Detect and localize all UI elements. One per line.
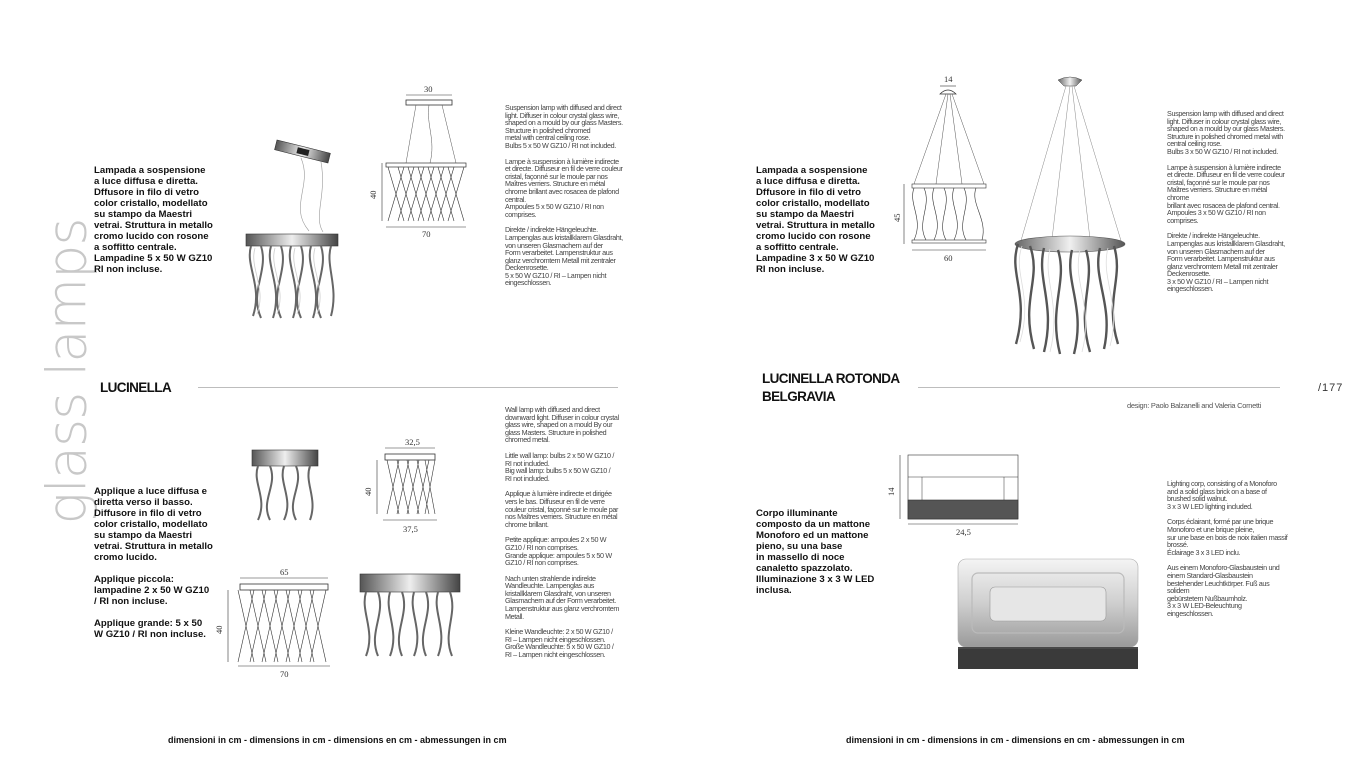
designer-credit: design: Paolo Balzanelli and Valeria Cornetti bbox=[1127, 401, 1261, 410]
rotonda-it: Lampada a sospensione a luce diffusa e diretta. Dffusore in filo di vetro color cristallo, modellato su stampo da Maestri vetrai. Struttura in metallo cromo lucido con rosone a soffitto centrale. Lampadine 3 x 50 W GZ10 RI non incluse. bbox=[756, 165, 875, 275]
belgravia-fr: Corps éclairant, formé par une brique Monoforo et une brique pleine, sur une base en bois de noix italien massif brossé. Éclairage 3 x 3 LED inclu. bbox=[1167, 517, 1288, 557]
rotonda-title-line1: LUCINELLA ROTONDA bbox=[762, 371, 900, 386]
rotonda-divider bbox=[918, 387, 1280, 388]
belgravia-en: Lighting corp, consisting of a Monoforo and a solid glass brick on a base of brushed solid walnut. 3 x 3 W LED lighting included. bbox=[1167, 479, 1277, 511]
lucinella-divider bbox=[198, 387, 618, 388]
rotonda-en: Suspension lamp with diffused and direct light. Diffuser in colour crystal glass wire, shaped on a mould by our glass Masters. Structure in polished chromed metal with central ceiling rose. Bulbs 3 x 50 W GZ10 / RI not included. bbox=[1167, 109, 1285, 156]
dim-top: 30 bbox=[424, 84, 433, 94]
rotonda-description bbox=[756, 165, 886, 286]
footer-left: dimensioni in cm - dimensions in cm - dimensions en cm - abmessungen in cm bbox=[168, 735, 507, 745]
dim-width: 70 bbox=[422, 229, 431, 239]
lucinella-wall-en-1: Wall lamp with diffused and direct downward light. Diffuser in colour crystal glass wire, shaped on a mould By our glass Masters. Structure in polished chromed metal. bbox=[505, 405, 619, 445]
belgravia-dim-width: 24,5 bbox=[956, 527, 971, 537]
rotonda-de: Direkte / indirekte Hängeleuchte. Lampenglas aus kristallklarem Glasdraht, von unseren Glasmachern auf der Form verarbeitet. Lampenstruktur aus glanz verchromtem Metall mit zentraler Deckenrosette. 3 x 50 W GZ10 / RI – Lampen nicht eingeschlossen. bbox=[1167, 231, 1285, 294]
footer-right: dimensioni in cm - dimensions in cm - dimensions en cm - abmessungen in cm bbox=[846, 735, 1185, 745]
rotonda-fr: Lampe à suspension à lumière indirecte et directe. Diffuseur en fil de verre couleur cristal, façonné sur le moule par nos Maîtres verriers. Structure en métal chrome brillant avec rosacea de plafond central. Ampoules 3 x 50 W GZ10 / RI non comprises. bbox=[1167, 162, 1285, 225]
lucinella-wall-de-2: Kleine Wandleuchte: 2 x 50 W GZ10 / RI – Lampen nicht eingeschlossen. Große Wandleuchte: 5 x 50 W GZ10 / RI – Lampen nicht eingeschlossen. bbox=[505, 627, 614, 660]
belgravia-drawing bbox=[888, 450, 1028, 540]
small-dim-bottom: 37,5 bbox=[403, 524, 418, 534]
rotonda-dim-width: 60 bbox=[944, 253, 953, 263]
belgravia-dim-height: 14 bbox=[886, 487, 896, 496]
lucinella-wall-text bbox=[505, 406, 627, 667]
page-number: /177 bbox=[1318, 382, 1344, 394]
belgravia-photo bbox=[950, 555, 1146, 673]
rotonda-title bbox=[762, 370, 900, 406]
lucinella-large-wall-drawing bbox=[214, 566, 336, 681]
small-dim-height: 40 bbox=[363, 487, 373, 496]
lucinella-title: LUCINELLA bbox=[100, 380, 172, 395]
lucinella-suspension-photo bbox=[243, 136, 338, 326]
lucinella-small-wall-photo bbox=[250, 448, 320, 524]
large-dim-bottom: 70 bbox=[280, 669, 289, 679]
rotonda-title-line2: BELGRAVIA bbox=[762, 389, 836, 404]
dim-height: 40 bbox=[368, 190, 378, 199]
lucinella-wall-it-3: Applique grande: 5 x 50 W GZ10 / RI non incluse. bbox=[94, 618, 206, 640]
belgravia-it: Corpo illuminante composto da un mattone Monoforo ed un mattone pieno, su una base in massello di noce canaletto spazzolato. Illuminazione 3 x 3 W LED inclusa. bbox=[756, 508, 875, 596]
lucinella-wall-fr-1: Applique à lumière indirecte et dirigée vers le bas. Diffuseur en fil de verre couleur cristal, façonné sur le moule par nos Maîtres verriers. Structure en métal chrome brillant. bbox=[505, 489, 619, 529]
lucinella-wall-it-1: Applique a luce diffusa e diretta verso il basso. Diffusore in filo di vetro color cristallo, modellato su stampo da Maestri vetrai. Struttura in metallo cromo lucido. bbox=[94, 486, 213, 563]
lucinella-wall-description bbox=[94, 486, 224, 651]
lucinella-suspension-drawing bbox=[368, 84, 476, 240]
belgravia-text bbox=[1167, 480, 1289, 626]
lucinella-small-wall-drawing bbox=[365, 436, 455, 536]
rotonda-dim-top: 14 bbox=[944, 74, 953, 84]
lucinella-suspension-text bbox=[505, 104, 627, 295]
belgravia-de: Aus einem Monoforo-Glasbaustein und einem Standard-Glasbaustein bestehender Leuchtkörper. Fuß aus solidem gebürstetem Nußbaumholz. 3 x 3 W LED-Beleuchtung eingeschlossen. bbox=[1167, 563, 1280, 618]
lucinella-suspension-en: Suspension lamp with diffused and direct light. Diffuser in colour crystal glass wire, shaped on a mould by our glass Masters. Structure in polished chromed metal with central ceiling rose. Bulbs 5 x 50 W GZ10 / RI not included. bbox=[505, 103, 623, 150]
side-title: glass lamps bbox=[35, 218, 99, 525]
lucinella-large-wall-photo bbox=[358, 570, 462, 660]
small-dim-top: 32,5 bbox=[405, 437, 420, 447]
lucinella-suspension-de: Direkte / indirekte Hängeleuchte. Lampenglas aus kristallklarem Glasdraht, von unseren Glasmachern auf der Form verarbeitet. Lampenstruktur aus glanz verchromtem Metall mit zentraler Deckenrosette. 5 x 50 W GZ10 / RI – Lampen nicht eingeschlossen. bbox=[505, 225, 623, 288]
rotonda-photo bbox=[1000, 74, 1140, 359]
lucinella-wall-en-2: Little wall lamp: bulbs 2 x 50 W GZ10 / RI not included. Big wall lamp: bulbs 5 x 50 W GZ10 / RI not included. bbox=[505, 450, 614, 483]
lucinella-wall-it-2: Applique piccola: lampadine 2 x 50 W GZ10 / RI non incluse. bbox=[94, 574, 210, 607]
lucinella-suspension-it: Lampada a sospensione a luce diffusa e diretta. Dffusore in filo di vetro color cristallo, modellato su stampo da Maestri vetrai. Struttura in metallo cromo lucido con rosone a soffitto centrale. Lampadine 5 x 50 W GZ10 RI non incluse. bbox=[94, 165, 213, 275]
lucinella-suspension-description bbox=[94, 165, 224, 286]
lucinella-suspension-fr: Lampe à suspension à lumière indirecte et directe. Diffuseur en fil de verre couleur cristal, façonné sur le moule par nos Maîtres verriers. Structure en métal chrome brillant avec rosacea de plafond central. Ampoules 5 x 50 W GZ10 / RI non comprises. bbox=[505, 156, 623, 219]
rotonda-text bbox=[1167, 110, 1289, 301]
rotonda-dim-height: 45 bbox=[892, 213, 902, 222]
rotonda-drawing bbox=[892, 74, 998, 264]
belgravia-description bbox=[756, 508, 886, 607]
lucinella-wall-de-1: Nach unten strahlende indirekte Wandleuchte. Lampenglas aus kristallklarem Glasdraht, von unseren Glasmachern auf der Form verarbeitet. Lampenstruktur aus glanz verchromtem Metall. bbox=[505, 573, 620, 621]
large-dim-height: 40 bbox=[214, 625, 224, 634]
large-dim-top: 65 bbox=[280, 567, 289, 577]
lucinella-wall-fr-2: Petite applique: ampoules 2 x 50 W GZ10 / RI non comprises. Grande applique: ampoules 5 x 50 W GZ10 / RI non comprises. bbox=[505, 535, 612, 568]
